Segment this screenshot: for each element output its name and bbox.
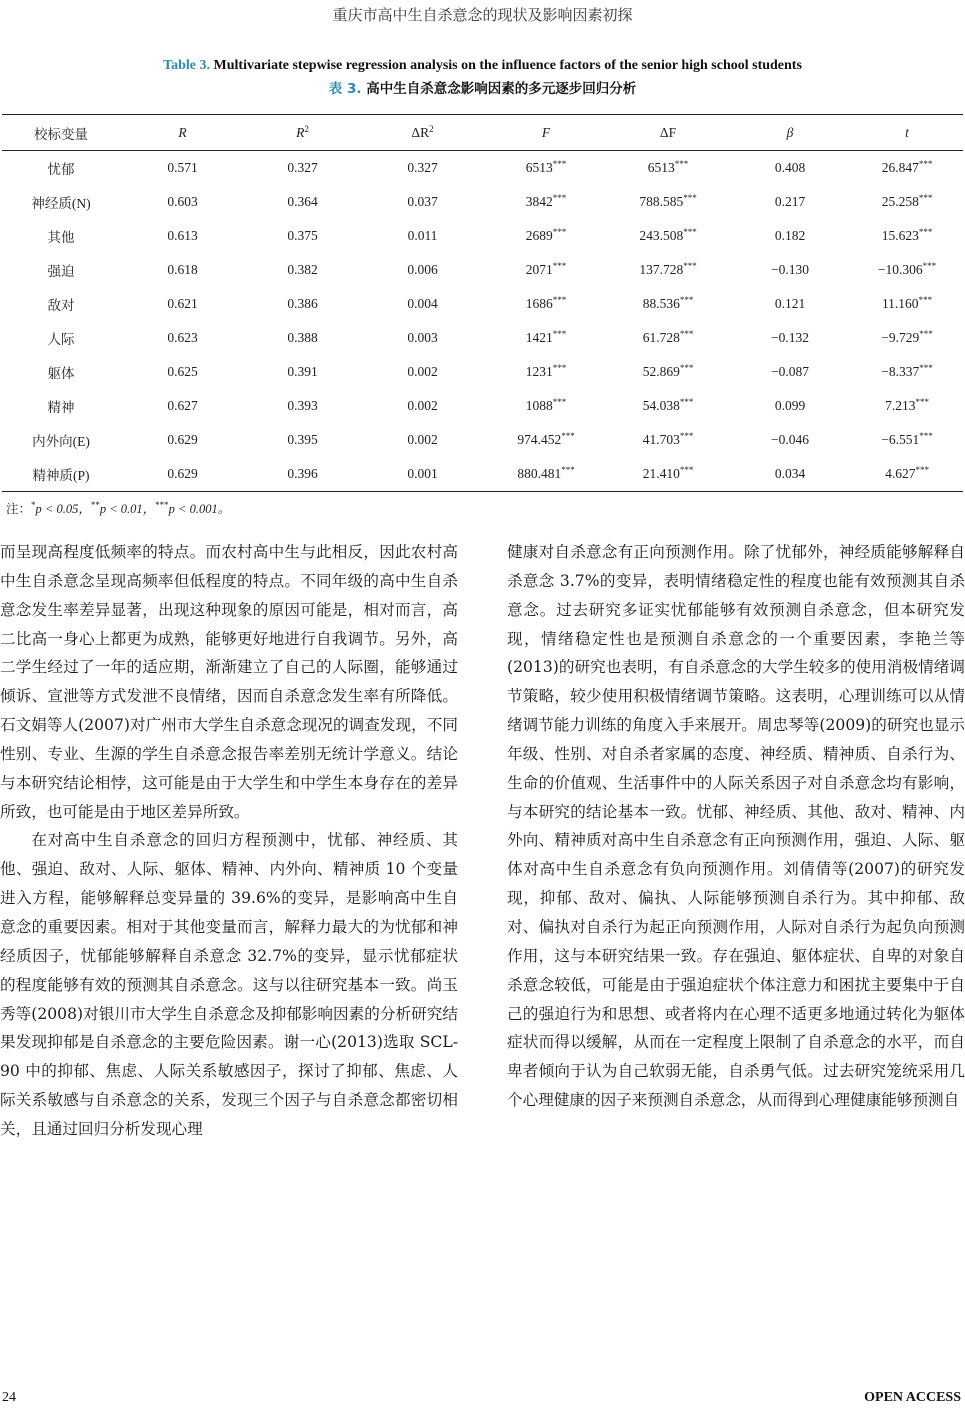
cell-beta: 0.034 bbox=[729, 457, 851, 492]
table-caption-zh-label: 表 3. bbox=[328, 81, 362, 97]
table-row bbox=[2, 151, 963, 186]
cell-t: 4.627*** bbox=[851, 457, 963, 492]
cell-f: 6513*** bbox=[525, 159, 567, 175]
table-caption-en-label: Table 3. bbox=[163, 58, 211, 73]
header-f: F bbox=[485, 115, 607, 151]
cell-f: 1088*** bbox=[525, 397, 567, 413]
cell-variable: 躯体 bbox=[47, 366, 75, 381]
cell-variable: 忧郁 bbox=[47, 162, 75, 177]
cell-t: −10.306*** bbox=[877, 261, 937, 277]
cell-variable: 其他 bbox=[47, 230, 75, 245]
table-caption-zh bbox=[0, 77, 965, 97]
table-caption-en bbox=[0, 58, 965, 74]
cell-r-squared: 0.364 bbox=[287, 194, 318, 209]
cell-delta-f: 61.728*** bbox=[642, 329, 694, 345]
regression-table bbox=[2, 114, 963, 492]
cell-beta: −0.046 bbox=[771, 432, 809, 447]
cell-delta-r-squared: 0.006 bbox=[407, 262, 438, 277]
cell-f: 1231*** bbox=[525, 363, 567, 379]
cell-r-squared: 0.391 bbox=[287, 364, 318, 379]
table-header-row bbox=[2, 115, 963, 151]
cell-t: −8.337*** bbox=[881, 363, 933, 379]
cell-r: 0.621 bbox=[167, 296, 198, 311]
body-column-right bbox=[507, 538, 965, 1115]
cell-f: 1421*** bbox=[525, 329, 567, 345]
header-beta: β bbox=[729, 115, 851, 151]
cell-r: 0.613 bbox=[167, 228, 198, 243]
open-access-label: OPEN ACCESS bbox=[864, 1390, 961, 1405]
cell-delta-r-squared: 0.327 bbox=[407, 160, 438, 175]
table-caption-zh-text: 高中生自杀意念影响因素的多元逐步回归分析 bbox=[366, 81, 637, 97]
cell-variable: 强迫 bbox=[47, 264, 75, 279]
cell-delta-r-squared: 0.002 bbox=[407, 398, 438, 413]
cell-f: 3842*** bbox=[525, 193, 567, 209]
cell-delta-r-squared: 0.011 bbox=[407, 228, 438, 243]
cell-t: 7.213*** bbox=[885, 397, 929, 413]
cell-variable: 神经质(N) bbox=[31, 196, 91, 211]
table-row bbox=[2, 253, 963, 287]
table-row bbox=[2, 287, 963, 321]
cell-delta-f: 6513*** bbox=[647, 159, 689, 175]
cell-delta-f: 788.585*** bbox=[639, 193, 697, 209]
cell-t: 11.160*** bbox=[881, 295, 933, 311]
cell-delta-f: 21.410*** bbox=[607, 457, 729, 492]
cell-f: 2071*** bbox=[525, 261, 567, 277]
running-head: 重庆市高中生自杀意念的现状及影响因素初探 bbox=[332, 6, 633, 24]
header-delta-f: ΔF bbox=[607, 115, 729, 151]
cell-r-squared: 0.386 bbox=[287, 296, 318, 311]
cell-r: 0.603 bbox=[167, 194, 198, 209]
cell-variable: 人际 bbox=[47, 332, 75, 347]
cell-delta-r-squared: 0.037 bbox=[407, 194, 438, 209]
page-number: 24 bbox=[2, 1390, 16, 1405]
paragraph: 在对高中生自杀意念的回归方程预测中，忧郁、神经质、其他、强迫、敌对、人际、躯体、精神、内外向、精神质 10 个变量进入方程，能够解释总变异量的 39.6%的变异，是影响高中生自意念的重要因素。相对于其他变量而言，解释力最大的为忧郁和神经质因子，忧郁能够解释自杀意念 32.7%的变异，显示忧郁症状的程度能够有效的预测其自杀意念。这与以往研究基本一致。尚玉秀等(2008)对银川市大学生自杀意念及抑郁影响因素的分析研究结果发现抑郁是自杀意念的主要危险因素。谢一心(2013)选取 SCL-90 中的抑郁、焦虑、人际关系敏感因子，探讨了抑郁、焦虑、人际关系敏感与自杀意念的关系，发现三个因子与自杀意念都密切相关，且通过回归分析发现心理 bbox=[0, 831, 458, 1138]
body-column-left bbox=[0, 538, 458, 1144]
cell-beta: 0.217 bbox=[774, 194, 806, 209]
cell-r-squared: 0.393 bbox=[287, 398, 318, 413]
cell-delta-r-squared: 0.003 bbox=[407, 330, 438, 345]
cell-t: 15.623*** bbox=[881, 227, 933, 243]
cell-t: 26.847*** bbox=[881, 159, 933, 175]
cell-r: 0.571 bbox=[167, 160, 198, 175]
table-row bbox=[2, 219, 963, 253]
cell-delta-f: 88.536*** bbox=[642, 295, 694, 311]
paragraph: 而呈现高程度低频率的特点。而农村高中生与此相反，因此农村高中生自杀意念呈现高频率但低程度的特点。不同年级的高中生自杀意念发生率差异显著，出现这种现象的原因可能是，相对而言，高二比高一身心上都更为成熟，能够更好地进行自我调节。另外，高二学生经过了一年的适应期，渐渐建立了自己的人际圈，能够通过倾诉、宣泄等方式发泄不良情绪，因而自杀意念发生率有所降低。石文娟等人(2007)对广州市大学生自杀意念现况的调查发现，不同性别、专业、生源的学生自杀意念报告率差别无统计学意义。结论与本研究结论相悖，这可能是由于大学生和中学生本身存在的差异所致，也可能是由于地区差异所致。 bbox=[0, 543, 458, 821]
header-r-squared: $R^2$ bbox=[245, 115, 360, 151]
cell-beta: −0.087 bbox=[771, 364, 809, 379]
cell-delta-r-squared: 0.002 bbox=[407, 432, 438, 447]
cell-f: 2689*** bbox=[525, 227, 567, 243]
table-row bbox=[2, 423, 963, 457]
table-row bbox=[2, 355, 963, 389]
cell-delta-f: 137.728*** bbox=[639, 261, 697, 277]
cell-t: −9.729*** bbox=[881, 329, 933, 345]
cell-r-squared: 0.388 bbox=[287, 330, 318, 345]
cell-beta: 0.182 bbox=[774, 228, 806, 243]
cell-r-squared: 0.327 bbox=[287, 160, 318, 175]
cell-beta: −0.132 bbox=[771, 330, 809, 345]
cell-delta-f: 41.703*** bbox=[642, 431, 694, 447]
table-row bbox=[2, 321, 963, 355]
cell-t: −6.551*** bbox=[881, 431, 933, 447]
cell-delta-f: 54.038*** bbox=[642, 397, 694, 413]
header-delta-r-squared: $\Delta R^2$ bbox=[360, 115, 485, 151]
table-caption bbox=[0, 58, 965, 97]
cell-r-squared: 0.396 bbox=[245, 457, 360, 492]
cell-delta-f: 243.508*** bbox=[639, 227, 697, 243]
cell-variable: 精神质(P) bbox=[2, 457, 120, 492]
cell-beta: −0.130 bbox=[771, 262, 809, 277]
header-t: t bbox=[851, 115, 963, 151]
page-footer bbox=[0, 1390, 965, 1410]
header-r: R bbox=[120, 115, 245, 151]
cell-beta: 0.408 bbox=[774, 160, 806, 175]
cell-delta-r-squared: 0.002 bbox=[407, 364, 438, 379]
cell-variable: 敌对 bbox=[47, 298, 75, 313]
cell-r: 0.623 bbox=[167, 330, 198, 345]
cell-r: 0.629 bbox=[120, 457, 245, 492]
table-row bbox=[2, 389, 963, 423]
cell-delta-f: 52.869*** bbox=[642, 363, 694, 379]
cell-f: 1686*** bbox=[525, 295, 567, 311]
regression-table-body bbox=[2, 151, 963, 492]
cell-variable: 精神 bbox=[47, 400, 75, 415]
cell-r-squared: 0.395 bbox=[287, 432, 318, 447]
cell-r-squared: 0.375 bbox=[287, 228, 318, 243]
cell-r: 0.629 bbox=[167, 432, 198, 447]
table-caption-en-text: Multivariate stepwise regression analysis on the influence factors of the senior high school students bbox=[213, 58, 802, 73]
cell-r: 0.627 bbox=[167, 398, 198, 413]
cell-r: 0.618 bbox=[167, 262, 198, 277]
cell-f: 880.481*** bbox=[485, 457, 607, 492]
cell-t: 25.258*** bbox=[881, 193, 933, 209]
cell-delta-r-squared: 0.004 bbox=[407, 296, 438, 311]
header-variable: 校标变量 bbox=[2, 115, 120, 151]
cell-f: 974.452*** bbox=[517, 431, 575, 447]
table-row bbox=[2, 457, 963, 492]
cell-r-squared: 0.382 bbox=[287, 262, 318, 277]
cell-delta-r-squared: 0.001 bbox=[360, 457, 485, 492]
cell-r: 0.625 bbox=[167, 364, 198, 379]
regression-table-header bbox=[2, 115, 963, 151]
table-row bbox=[2, 185, 963, 219]
cell-variable: 内外向(E) bbox=[32, 434, 90, 449]
cell-beta: 0.099 bbox=[774, 398, 806, 413]
cell-beta: 0.121 bbox=[774, 296, 806, 311]
paragraph: 健康对自杀意念有正向预测作用。除了忧郁外，神经质能够解释自杀意念 3.7%的变异，表明情绪稳定性的程度也能有效预测其自杀意念。过去研究多证实忧郁能够有效预测自杀意念，但本研究发现，情绪稳定性也是预测自杀意念的一个重要因素，李艳兰等(2013)的研究也表明，有自杀意念的大学生较多的使用消极情绪调节策略，较少使用积极情绪调节策略。这表明，心理训练可以从情绪调节能力训练的角度入手来展开。周忠琴等(2009)的研究也显示年级、性别、对自杀者家属的态度、神经质、精神质、自杀行为、生命的价值观、生活事件中的人际关系因子对自杀意念均有影响，与本研究的结论基本一致。忧郁、神经质、其他、敌对、精神、内外向、精神质对高中生自杀意念有正向预测作用，强迫、人际、躯体对高中生自杀意念有负向预测作用。刘倩倩等(2007)的研究发现，抑郁、敌对、偏执、人际能够预测自杀行为。其中抑郁、敌对、偏执对自杀行为起正向预测作用，人际对自杀行为起负向预测作用，这与本研究结果一致。存在强迫、躯体症状、自卑的对象自杀意念较低，可能是由于强迫症状个体注意力和困扰主要集中于自己的强迫行为和思想、或者将内在心理不适更多地通过转化为躯体症状而得以缓解，从而在一定程度上限制了自杀意念的水平，而自卑者倾向于认为自己软弱无能，自杀勇气低。过去研究笼统采用几个心理健康的因子来预测自杀意念，从而得到心理健康能够预测自 bbox=[507, 543, 965, 1110]
table-note: 注：*p < 0.05，**p < 0.01，***p < 0.001。 bbox=[6, 500, 231, 516]
